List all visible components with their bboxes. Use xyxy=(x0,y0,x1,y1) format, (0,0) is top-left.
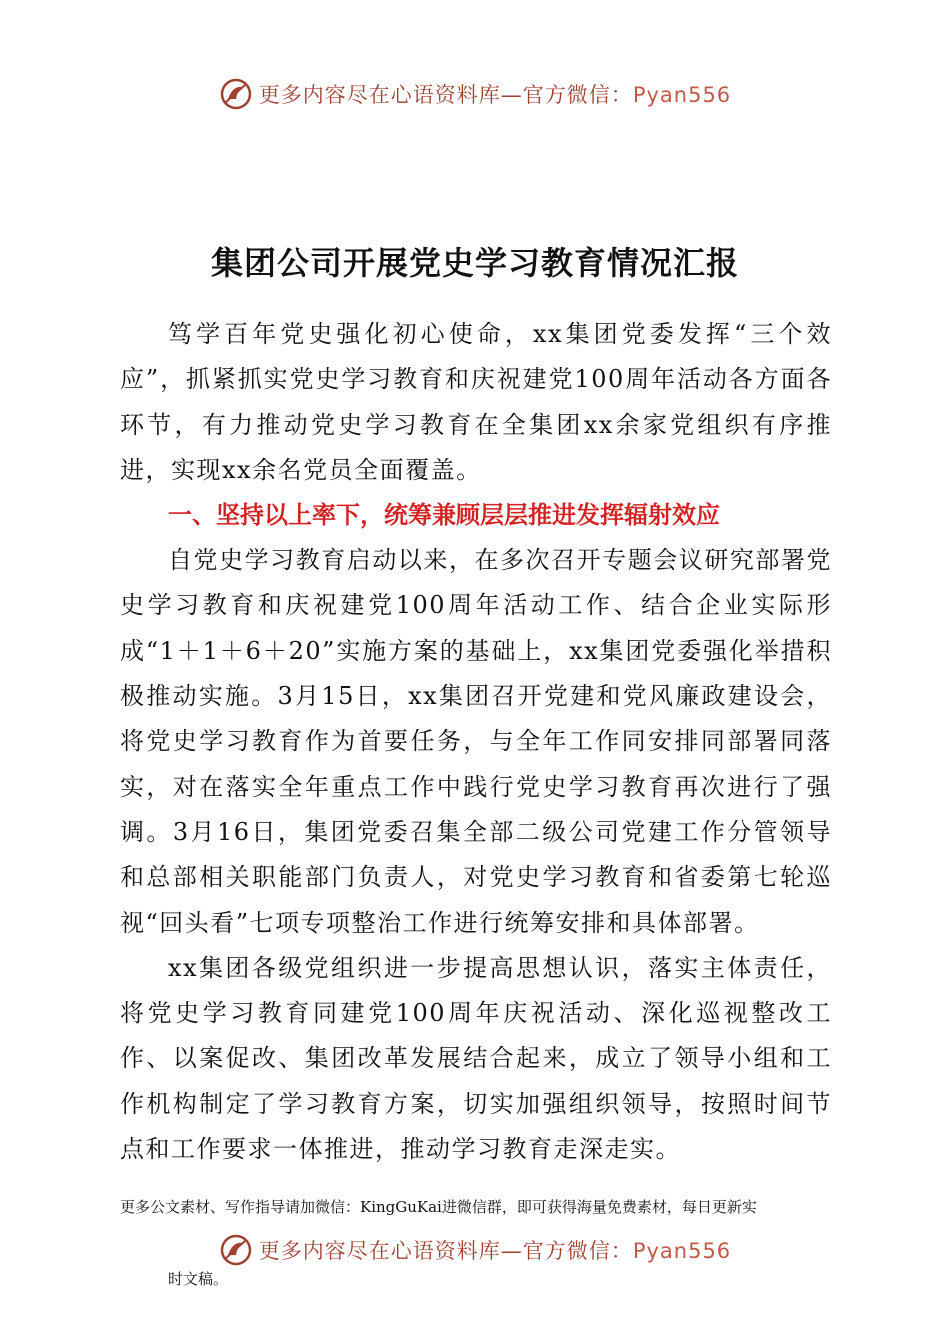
intro-paragraph: 笃学百年党史强化初心使命，xx集团党委发挥“三个效应”，抓紧抓实党史学习教育和庆祝建党100周年活动各方面各环节，有力推动党史学习教育在全集团xx余家党组织有序推进，实现xx余名党员全面覆盖。 xyxy=(120,320,832,484)
document-body xyxy=(120,312,832,1172)
footer-note-line1: 更多公文素材、写作指导请加微信：KingGuKai进微信群，即可获得海量免费素材，每日更新实 xyxy=(120,1198,757,1216)
header-brand-text: 更多内容尽在心语资料库—官方微信：Pyan556 xyxy=(258,83,732,107)
seal-logo-icon xyxy=(219,1233,253,1267)
footer-wechat-handle: Pyan556 xyxy=(632,1239,732,1263)
document-title: 集团公司开展党史学习教育情况汇报 xyxy=(210,244,739,282)
footer-banner xyxy=(0,1230,950,1270)
body-paragraph: 自党史学习教育启动以来，在多次召开专题会议研究部署党史学习教育和庆祝建党100周年活动工作、结合企业实际形成“1＋1＋6＋20”实施方案的基础上，xx集团党委强化举措积极推动实施。3月15日，xx集团召开党建和党风廉政建设会，将党史学习教育作为首要任务，与全年工作同安排同部署同落实，对在落实全年重点工作中践行党史学习教育再次进行了强调。3月16日，集团党委召集全部二级公司党建工作分管领导和总部相关职能部门负责人，对党史学习教育和省委第七轮巡视“回头看”七项专项整治工作进行统筹安排和具体部署。 xyxy=(120,546,832,937)
header-banner xyxy=(0,74,950,114)
body-paragraph: xx集团各级党组织进一步提高思想认识，落实主体责任，将党史学习教育同建党100周年庆祝活动、深化巡视整改工作、以案促改、集团改革发展结合起来，成立了领导小组和工作机构制定了学习教育方案，切实加强组织领导，按照时间节点和工作要求一体推进，推动学习教育走深走实。 xyxy=(120,953,832,1164)
header-wechat-handle: Pyan556 xyxy=(632,83,732,107)
footer-brand-text: 更多内容尽在心语资料库—官方微信：Pyan556 xyxy=(258,1239,732,1263)
footer-note-line2: 时文稿。 xyxy=(168,1270,229,1288)
section-1-heading: 一、坚持以上率下，统筹兼顾层层推进发挥辐射效应 xyxy=(168,501,720,530)
seal-logo-icon xyxy=(219,77,253,111)
